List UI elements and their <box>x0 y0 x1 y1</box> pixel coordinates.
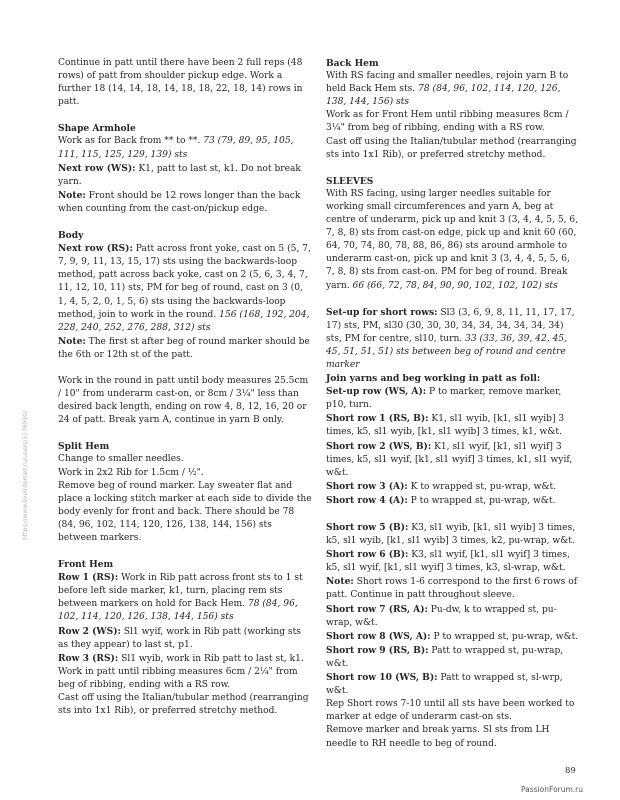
short-row-9: Short row 9 (RS, B): Patt to wrapped st, pu-wrap, w&t. <box>326 644 564 669</box>
short-row-2: Short row 2 (WS, B): K1, sl1 wyif, [k1, sl1 wyif] 3 times, k5, sl1 wyif, [k1, sl1 wyif] 3 times, k1, sl1 wyif, w&t. <box>326 440 573 478</box>
remove-marker-line: Remove marker and break yarns. Sl sts from LH needle to RH needle to beg of round. <box>326 725 550 749</box>
vertical-watermark: https://www.liveinternet.ru/users/5179930/ <box>22 410 29 540</box>
front-hem-line-5: Cast off using the Italian/tubular method (rearranging sts into 1x1 Rib), or preferred stretchy method. <box>58 693 309 717</box>
short-row-4: Short row 4 (A): P to wrapped st, pu-wrap, w&t. <box>326 494 556 506</box>
heading-front-hem: Front Hem <box>58 559 114 571</box>
left-column <box>58 57 313 718</box>
setup-row: Set-up row (WS, A): P to marker, remove marker, p10, turn. <box>326 386 562 411</box>
short-row-10: Short row 10 (WS, B): Patt to wrapped st, sl-wrp, w&t. <box>326 672 563 697</box>
heading-body: Body <box>58 230 84 242</box>
heading-sleeves: SLEEVES <box>326 175 374 187</box>
short-row-1: Short row 1 (RS, B): K1, sl1 wyib, [k1, sl1 wyib] 3 times, k5, sl1 wyib, [k1, sl1 wyib] 3 times, k1, w&t. <box>326 413 565 438</box>
split-hem-line-3: Remove beg of round marker. Lay sweater flat and place a locking stitch marker at each side to divide the body evenly for front and back. There should be 78 (84, 96, 102, 114, 120, 126, 138, 144, 156) sts between markers. <box>58 480 312 543</box>
heading-shape-armhole: Shape Armhole <box>58 123 136 135</box>
short-rows-repeat: Rep Short rows 7-10 until all sts have been worked to marker at edge of underarm cast-on sts. <box>326 699 575 723</box>
split-hem-line-2: Work in 2x2 Rib for 1.5cm / ½". <box>58 467 204 478</box>
footer-brand: PassionForum.ru <box>521 785 584 794</box>
page-number: 89 <box>565 766 576 776</box>
short-row-8: Short row 8 (WS, A): P to wrapped st, pu-wrap, w&t. <box>326 630 579 642</box>
right-column <box>326 57 581 751</box>
heading-split-hem: Split Hem <box>58 441 110 453</box>
shape-armhole-next-row: Next row (WS): K1, patt to last st, k1. Do not break yarn. <box>58 162 301 187</box>
shape-armhole-line-1: Work as for Back from ** to **. 73 (79, 89, 95, 105, 111, 115, 125, 129, 139) sts <box>58 136 294 160</box>
body-round-paragraph: Work in the round in patt until body measures 25.5cm / 10" from underarm cast-on, or 8cm / 3¼" less than desired back length, ending on row 4, 8, 12, 16, 20 or 24 of patt. Break yarn A, continue in yarn B only. <box>58 375 309 426</box>
front-hem-row-1: Row 1 (RS): Work in Rib patt across front sts to 1 st before left side marker, k1, turn, placing rem sts between markers on hold for Back Hem. 78 (84, 96, 102, 114, 120, 126, 138, 144, 156) sts <box>58 572 303 623</box>
split-hem-line-1: Change to smaller needles. <box>58 454 184 465</box>
short-row-7: Short row 7 (RS, A): Pu-dw, k to wrapped st, pu-wrap, w&t. <box>326 603 557 628</box>
setup-short-rows: Set-up for short rows: Sl3 (3, 6, 9, 8, 11, 11, 17, 17, 17) sts, PM, sl30 (30, 30, 30, 34, 34, 34, 34, 34, 34) sts, PM for centre, sl10, turn. 33 (33, 36, 39, 42, 45, 45, 51, 51, 51) sts between beg of round and centre marker <box>326 306 575 370</box>
front-hem-row-2: Row 2 (WS): Sl1 wyif, work in Rib patt (working sts as they appear) to last st, p1. <box>58 625 301 650</box>
front-hem-row-3: Row 3 (RS): Sl1 wyib, work in Rib patt to last st, k1. <box>58 652 304 664</box>
sleeves-paragraph: With RS facing, using larger needles suitable for working small circumferences and yarn A, beg at centre of underarm, pick up and knit 3 (3, 4, 4, 5, 5, 6, 7, 8, 8) sts from cast-on edge, pick up and knit 60 (60, 64, 70, 74, 80, 78, 88, 86, 86) sts around armhole to underarm cast-on, pick up and knit 3 (3, 4, 4, 5, 5, 6, 7, 8, 8) sts from cast-on. PM for beg of round. Break yarn. 66 (66, 72, 78, 84, 90, 90, 102, 102, 102) sts <box>326 188 579 291</box>
short-row-5: Short row 5 (B): K3, sl1 wyib, [k1, sl1 wyib] 3 times, k5, sl1 wyib, [k1, sl1 wyib] 3 times, k2, pu-wrap, w&t. <box>326 522 576 547</box>
body-note: Note: The first st after beg of round marker should be the 6th or 12th st of the patt. <box>58 335 310 360</box>
short-rows-note: Note: Short rows 1-6 correspond to the first 6 rows of patt. Continue in patt throughout sleeve. <box>326 576 578 601</box>
short-row-6: Short row 6 (B): K3, sl1 wyif, [k1, sl1 wyif] 3 times, k5, sl1 wyif, [k1, sl1 wyif] 3 times, k3, sl-wrap, w&t. <box>326 549 570 574</box>
body-next-row: Next row (RS): Patt across front yoke, cast on 5 (5, 7, 7, 9, 9, 11, 13, 15, 17) sts using the backwards-loop method, patt across back yoke, cast on 2 (5, 6, 3, 4, 7, 11, 12, 10, 11) sts, PM for beg of round, cast on 3 (0, 1, 4, 5, 2, 0, 1, 5, 6) sts using the backwards-loop method, join to work in the round. 156 (168, 192, 204, 228, 240, 252, 276, 288, 312) sts <box>58 243 311 333</box>
heading-back-hem: Back Hem <box>326 58 379 69</box>
intro-paragraph: Continue in patt until there have been 2 full reps (48 rows) of patt from shoulder pickup edge. Work a further 18 (14, 14, 18, 14, 18, 18, 22, 18, 14) rows in patt. <box>58 58 303 108</box>
back-hem-line-3: Cast off using the Italian/tubular method (rearranging sts into 1x1 Rib), or preferred stretchy method. <box>326 136 577 160</box>
join-yarns-line: Join yarns and beg working in patt as foll: <box>326 373 541 385</box>
back-hem-line-1: With RS facing and smaller needles, rejoin yarn B to held Back Hem sts. 78 (84, 96, 102, 114, 120, 126, 138, 144, 156) sts <box>326 71 569 108</box>
front-hem-line-4: Work in patt until ribbing measures 6cm / 2¼" from beg of ribbing, ending with a RS row. <box>58 666 298 690</box>
back-hem-line-2: Work as for Front Hem until ribbing measures 8cm / 3¼" from beg of ribbing, ending with a RS row. <box>326 110 569 134</box>
short-row-3: Short row 3 (A): K to wrapped st, pu-wrap, w&t. <box>326 480 557 492</box>
shape-armhole-note: Note: Front should be 12 rows longer than the back when counting from the cast-on/pickup edge. <box>58 189 301 214</box>
